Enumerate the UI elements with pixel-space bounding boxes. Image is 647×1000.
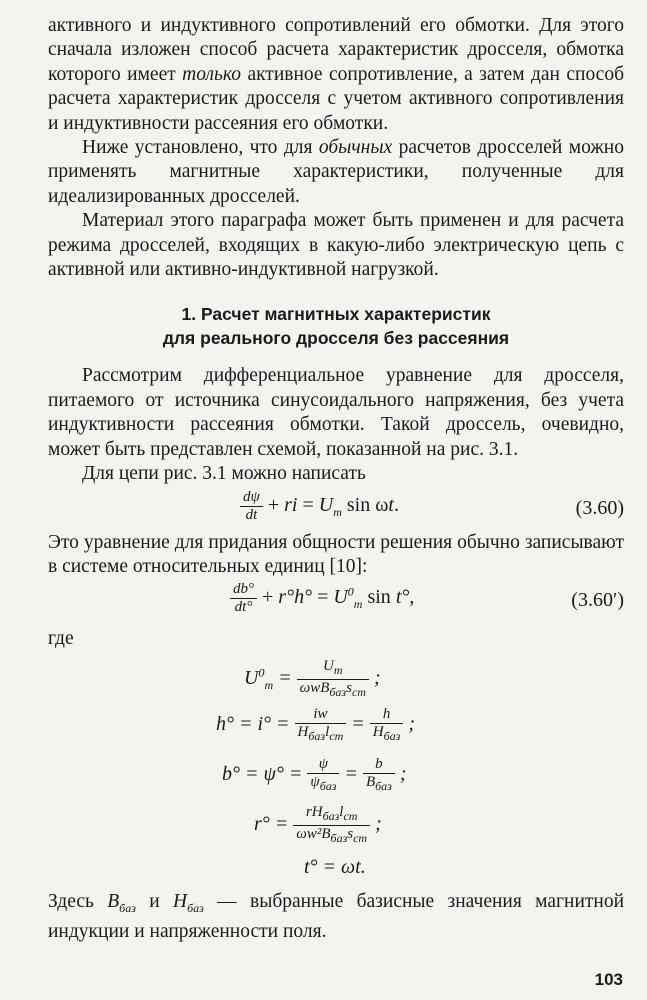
definition-b0: b° = ψ° = $\frac{\psi}{\psi_{баз}}$ = $\frac{b}{B_{баз}}$ ; — [222, 755, 407, 793]
paragraph-6: Это уравнение для придания общности решения обычно записывают в системе относительных единиц [10]: — [48, 531, 624, 577]
paragraph-5: Для цепи рис. 3.1 можно написать — [82, 463, 366, 485]
paragraph-1: активного и индуктивного сопротивлений его обмотки. Для этого сначала изложен способ расчета характеристик дросселя, обмотка которого имеет только активное сопротивление, а затем дан способ расчета характеристик дросселя с учетом активного сопротивления и индуктивности рассеяния его обмотки. — [48, 15, 625, 134]
equation-3-60-formula: $\frac{d\psi}{dt}$ + ri = $U_m$ sin ωt. — [240, 489, 399, 524]
definition-um0: $U^0_m$ = $\frac{U_m}{\omega wB_{баз}s_{ст}}$ ; — [244, 657, 381, 699]
paragraph-4: Рассмотрим дифференциальное уравнение для дросселя, питаемого от источника синусоидального напряжения, без учета индуктивности рассеяния обмотки. Такой дроссель, очевидно, может быть представлен схемой, показанной на рис. 3.1. — [48, 365, 624, 460]
section-heading — [48, 302, 624, 350]
definition-h0: h° = i° = $\frac{iw}{H_{баз}l_{ст}}$ = $\frac{h}{H_{баз}}$ ; — [216, 705, 416, 743]
definition-t0: t° = ωt. — [304, 855, 366, 878]
equation-number-3-60: (3.60) — [575, 496, 624, 519]
definition-r0: r° = $\frac{rH_{баз}l_{ст}}{\omega w^2B_{баз}s_{ст}}$ ; — [254, 803, 382, 845]
paragraph-2: Ниже установлено, что для обычных расчетов дросселей можно применять магнитные характеристики, полученные для идеализированных дросселей. — [48, 137, 624, 207]
section-heading-line-1: 1. Расчет магнитных характеристик — [181, 304, 491, 325]
page-content — [48, 14, 624, 944]
equation-number-3-60-prime: (3.60′) — [571, 589, 624, 612]
definitions-block — [48, 652, 624, 890]
section-heading-line-2: для реального дросселя без рассеяния — [162, 328, 510, 349]
where-label: где — [48, 628, 74, 650]
equation-3-60-prime-formula: $\frac{db^\circ}{dt^\circ}$ + $r^\circ h^\circ = U^0_m$ sin t°, — [230, 581, 414, 616]
paragraph-3: Материал этого параграфа может быть применен и для расчета режима дросселей, входящих в какую-либо электрическую цепь с активной или активно-индуктивной нагрузкой. — [48, 210, 624, 281]
page-number: 103 — [594, 970, 623, 989]
equation-3-60 — [48, 487, 624, 531]
equation-3-60-prime — [48, 579, 624, 623]
paragraph-7: Здесь $B_{баз}$ и $H_{баз}$ — выбранные базисные значения магнитной индукции и напряженности поля. — [48, 890, 625, 943]
